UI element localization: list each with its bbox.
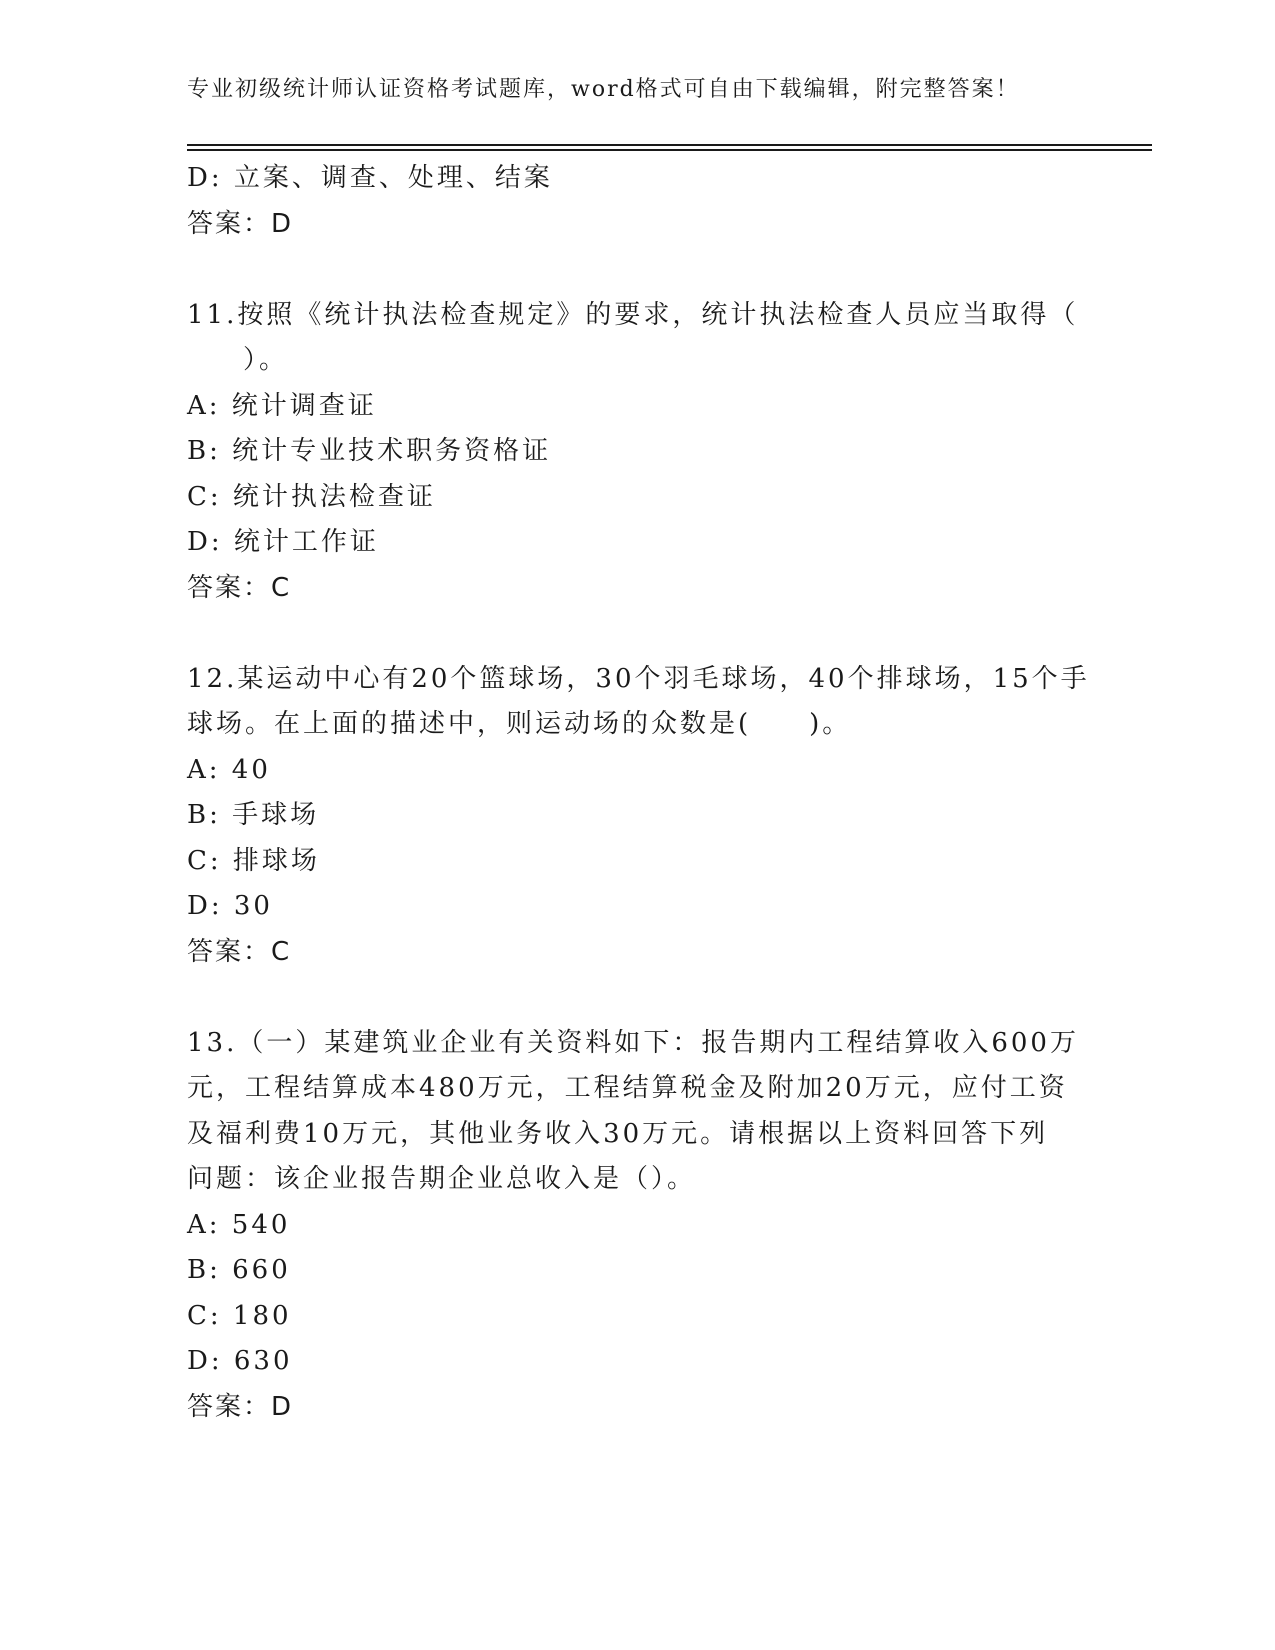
option-b: B: 手球场 xyxy=(187,800,320,830)
question-stem-continued: 元，工程结算成本480万元，工程结算税金及附加20万元，应付工资 xyxy=(187,1073,1068,1103)
spacer xyxy=(187,611,1087,657)
option-d: D: 统计工作证 xyxy=(187,527,379,557)
question-stem-continued: 问题：该企业报告期企业总收入是（）。 xyxy=(187,1164,697,1194)
option-c: C: 180 xyxy=(187,1300,292,1331)
option-d: D: 立案、调查、处理、结案 xyxy=(187,163,553,193)
question-stem: 13.（一）某建筑业企业有关资料如下：报告期内工程结算收入600万 xyxy=(187,1027,1079,1058)
question-stem-continued: 及福利费10万元，其他业务收入30万元。请根据以上资料回答下列 xyxy=(187,1118,1049,1149)
option-b: B: 660 xyxy=(187,1255,291,1285)
question-stem: 11.按照《统计执法检查规定》的要求，统计执法检查人员应当取得（ xyxy=(187,299,1079,330)
answer: 答案：C xyxy=(187,572,292,603)
option-a: A: 统计调查证 xyxy=(187,390,377,421)
answer: 答案：C xyxy=(187,936,292,967)
option-d: D: 30 xyxy=(187,891,273,921)
spacer xyxy=(187,247,1087,293)
question-content xyxy=(187,156,1090,1430)
option-a: A: 40 xyxy=(187,754,271,785)
question-stem-continued: 球场。在上面的描述中，则运动场的众数是( )。 xyxy=(187,709,852,739)
answer: 答案：D xyxy=(187,1391,294,1422)
option-b: B: 统计专业技术职务资格证 xyxy=(187,436,552,466)
header-rule xyxy=(187,144,1152,146)
option-c: C: 统计执法检查证 xyxy=(187,481,436,512)
page-header: 专业初级统计师认证资格考试题库，word格式可自由下载编辑，附完整答案！ xyxy=(187,77,1020,102)
answer: 答案：D xyxy=(187,208,294,239)
option-a: A: 540 xyxy=(187,1209,291,1240)
question-stem-continued: ）。 xyxy=(243,345,289,375)
option-d: D: 630 xyxy=(187,1346,293,1376)
question-stem: 12.某运动中心有20个篮球场，30个羽毛球场，40个排球场，15个手 xyxy=(187,663,1090,694)
spacer xyxy=(187,975,1087,1021)
header-rule xyxy=(187,149,1152,151)
option-c: C: 排球场 xyxy=(187,845,320,876)
